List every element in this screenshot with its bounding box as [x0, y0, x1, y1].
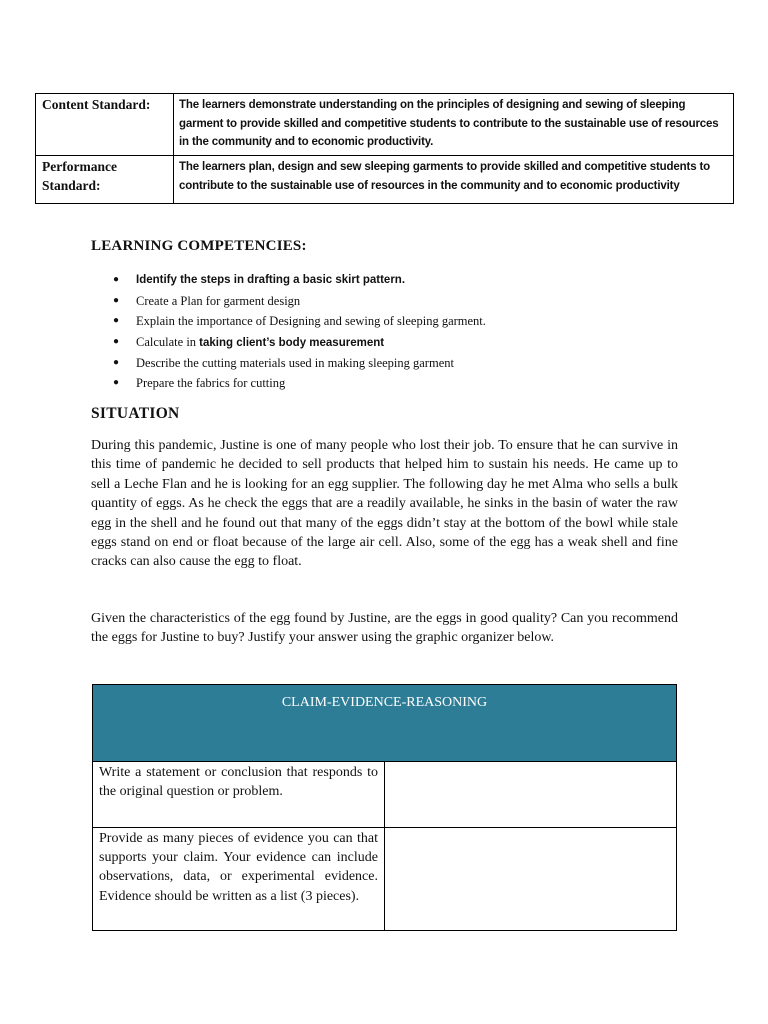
list-item: [113, 272, 486, 293]
cer-title: CLAIM-EVIDENCE-REASONING: [93, 685, 677, 762]
evidence-prompt: Provide as many pieces of evidence you can that supports your claim. Your evidence can include observations, data, or experimental evidence. Evidence should be written as a list (3 pieces).: [93, 828, 385, 931]
claim-answer-cell[interactable]: [385, 762, 677, 828]
competency-text: Describe the cutting materials used in making sleeping garment: [136, 355, 454, 370]
content-standard-row: [36, 94, 734, 156]
question-paragraph: Given the characteristics of the egg found by Justine, are the eggs in good quality? Can you recommend the eggs for Justine to buy? Justify your answer using the graphic organizer below.: [91, 611, 678, 646]
competency-text: Identify the steps in drafting a basic skirt pattern.: [136, 274, 406, 286]
bullet-icon: ●: [113, 294, 120, 306]
evidence-row: [93, 828, 677, 931]
list-item: [113, 355, 486, 376]
competency-text: Explain the importance of Designing and sewing of sleeping garment.: [136, 314, 486, 329]
standards-table: [35, 93, 734, 204]
situation-paragraph: During this pandemic, Justine is one of many people who lost their job. To ensure that he can survive in this time of pandemic he decided to sell products that helped him to sustain his needs. He came up to sell a Leche Flan and he is looking for an egg supplier. The following day he met Alma who sells a bulk quantity of eggs. As he check the eggs that are a readily available, he sinks in the basin of water the raw egg in the shell and he found out that many of the eggs didn’t stay at the bottom of the bowl while stale eggs stand on end or float because of the large air cell. Also, some of the egg has a weak shell and fine cracks can also cause the egg to float.: [91, 438, 678, 570]
bullet-icon: ●: [113, 315, 120, 327]
evidence-answer-cell[interactable]: [385, 828, 677, 931]
performance-label-line1: Performance: [42, 159, 117, 174]
list-item: [113, 313, 486, 334]
bullet-icon: ●: [113, 274, 120, 285]
performance-label-line2: Standard:: [42, 178, 101, 193]
competency-text-prefix: Calculate in: [136, 335, 200, 350]
learning-competencies-heading: LEARNING COMPETENCIES:: [91, 238, 307, 254]
situation-heading: SITUATION: [91, 405, 180, 422]
content-standard-text: The learners demonstrate understanding on the principles of designing and sewing of sleeping garment to provide skilled and competitive students to contribute to the sustainable use of resources in the community and to economic productivity.: [174, 94, 734, 156]
competencies-list: [113, 272, 486, 396]
list-item: [113, 334, 486, 355]
competency-text-bold: taking client’s body measurement: [199, 337, 385, 350]
content-standard-label: Content Standard:: [36, 94, 174, 156]
bullet-icon: ●: [113, 336, 120, 348]
bullet-icon: ●: [113, 377, 120, 389]
claim-evidence-reasoning-table: [92, 684, 677, 931]
competency-text: Create a Plan for garment design: [136, 293, 301, 308]
competency-text: Prepare the fabrics for cutting: [136, 376, 286, 391]
performance-standard-label: [36, 156, 174, 204]
bullet-icon: ●: [113, 356, 120, 368]
claim-prompt: Write a statement or conclusion that responds to the original question or problem.: [93, 762, 385, 828]
performance-standard-row: [36, 156, 734, 204]
performance-standard-text: The learners plan, design and sew sleeping garments to provide skilled and competitive students to contribute to the sustainable use of resources in the community and to economic productivity: [174, 156, 734, 204]
claim-row: [93, 762, 677, 828]
list-item: [113, 375, 486, 396]
cer-header-row: [93, 685, 677, 762]
list-item: [113, 293, 486, 314]
